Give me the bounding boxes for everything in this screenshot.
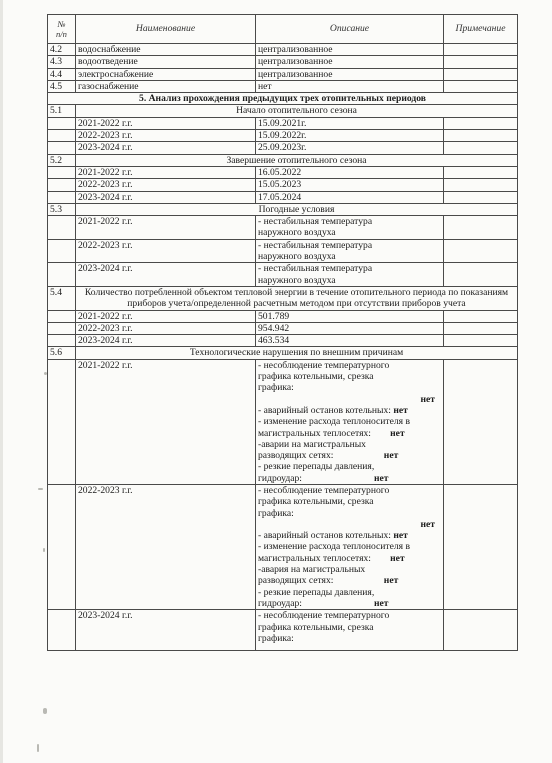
answer-no: нет xyxy=(420,393,435,405)
subsection-row xyxy=(48,347,518,359)
header-note: Примечание xyxy=(444,15,518,44)
violation-line: - аварийный останов котельных: xyxy=(258,530,391,542)
table-row xyxy=(48,68,518,80)
violation-line: графика котельными, срезка xyxy=(258,371,374,383)
table-row xyxy=(48,142,518,154)
row-name: газоснабжение xyxy=(76,80,256,92)
period-value: 463.534 xyxy=(256,335,444,347)
subsection-title: Погодные условия xyxy=(76,203,518,215)
answer-no: нет xyxy=(390,552,405,564)
violation-line: гидроудар: xyxy=(258,472,302,484)
row-name: электроснабжение xyxy=(76,68,256,80)
table-header xyxy=(48,15,518,44)
subsection-num: 5.1 xyxy=(48,105,76,117)
violation-line: графика котельными, срезка xyxy=(258,496,374,508)
scan-mark xyxy=(43,548,45,552)
weather-line: наружного воздуха xyxy=(258,274,336,286)
table-row xyxy=(48,263,518,287)
violation-line: графика: xyxy=(258,382,294,394)
period-value: 25.09.2023г. xyxy=(256,142,444,154)
row-num: 4.3 xyxy=(48,56,76,68)
period-label: 2023-2024 г.г. xyxy=(76,191,256,203)
period-label: 2022-2023 г.г. xyxy=(76,322,256,334)
weather-line: наружного воздуха xyxy=(258,251,336,263)
table-row xyxy=(48,80,518,92)
period-value xyxy=(256,239,444,263)
subsection-num: 5.6 xyxy=(48,347,76,359)
answer-no: нет xyxy=(390,427,405,439)
violation-line: - несоблюдение температурного xyxy=(258,359,390,371)
violation-line: -авария на магистральных xyxy=(258,564,366,576)
violation-line: - аварийный останов котельных: xyxy=(258,404,391,416)
table-row xyxy=(48,166,518,178)
subsection-row xyxy=(48,286,518,310)
period-label: 2022-2023 г.г. xyxy=(76,239,256,263)
table-row xyxy=(48,179,518,191)
violations-cell xyxy=(256,359,444,484)
violation-line: графика: xyxy=(258,507,294,519)
scan-mark xyxy=(43,708,47,714)
period-label: 2023-2024 г.г. xyxy=(76,610,256,651)
violations-cell xyxy=(256,610,444,651)
scan-mark xyxy=(38,488,43,490)
period-value xyxy=(256,263,444,287)
violation-line: - изменение расхода теплоносителя в xyxy=(258,416,411,428)
row-note xyxy=(444,68,518,80)
period-label: 2021-2022 г.г. xyxy=(76,310,256,322)
scan-mark xyxy=(37,744,39,752)
violation-line: магистральных теплосетях: xyxy=(258,552,371,564)
section-heading-row xyxy=(48,93,518,105)
violation-line: - несоблюдение температурного xyxy=(258,610,390,622)
violation-line: графика котельными, срезка xyxy=(258,621,374,633)
subsection-title: Технологические нарушения по внешним причинам xyxy=(76,347,518,359)
row-note xyxy=(444,56,518,68)
period-label: 2022-2023 г.г. xyxy=(76,179,256,191)
answer-no: нет xyxy=(373,472,389,484)
page-edge xyxy=(0,0,3,763)
violation-line: гидроудар: xyxy=(258,597,302,609)
answer-no: нет xyxy=(393,404,408,416)
table-row xyxy=(48,191,518,203)
answer-no: нет xyxy=(383,575,399,587)
period-label: 2022-2023 г.г. xyxy=(76,130,256,142)
subsection-num: 5.4 xyxy=(48,286,76,310)
period-value: 15.09.2021г. xyxy=(256,117,444,129)
violation-line: - несоблюдение температурного xyxy=(258,484,390,496)
period-label: 2021-2022 г.г. xyxy=(76,166,256,178)
period-value xyxy=(256,216,444,240)
table-row xyxy=(48,216,518,240)
violation-line: разводящих сетях: xyxy=(258,575,334,587)
period-value: 17.05.2024 xyxy=(256,191,444,203)
table-row xyxy=(48,322,518,334)
period-label: 2021-2022 г.г. xyxy=(76,216,256,240)
row-note xyxy=(444,44,518,56)
table-row xyxy=(48,56,518,68)
weather-line: - нестабильная температура xyxy=(258,216,373,228)
document-table xyxy=(47,14,518,651)
row-name: водоотведение xyxy=(76,56,256,68)
period-label: 2023-2024 г.г. xyxy=(76,335,256,347)
subsection-title: Начало отопительного сезона xyxy=(76,105,518,117)
answer-no: нет xyxy=(420,518,435,530)
violation-line: - резкие перепады давления, xyxy=(258,586,375,598)
table-row xyxy=(48,310,518,322)
row-num: 4.2 xyxy=(48,44,76,56)
weather-line: - нестабильная температура xyxy=(258,239,373,251)
violation-line: -аварии на магистральных xyxy=(258,438,366,450)
violation-line: - резкие перепады давления, xyxy=(258,461,375,473)
table-row xyxy=(48,130,518,142)
period-label: 2021-2022 г.г. xyxy=(76,359,256,484)
header-name: Наименование xyxy=(76,15,256,44)
table-row xyxy=(48,239,518,263)
weather-line: - нестабильная температура xyxy=(258,263,373,275)
subsection-title: Завершение отопительного сезона xyxy=(76,154,518,166)
period-value: 16.05.2022 xyxy=(256,166,444,178)
period-value: 15.05.2023 xyxy=(256,179,444,191)
period-label: 2023-2024 г.г. xyxy=(76,142,256,154)
violation-line: магистральных теплосетях: xyxy=(258,427,371,439)
row-num: 4.5 xyxy=(48,80,76,92)
violation-line: графика: xyxy=(258,632,294,644)
subsection-row xyxy=(48,105,518,117)
row-desc: централизованное xyxy=(256,68,444,80)
row-name: водоснабжение xyxy=(76,44,256,56)
table-row xyxy=(48,44,518,56)
period-label: 2022-2023 г.г. xyxy=(76,484,256,609)
violation-line: - изменение расхода теплоносителя в xyxy=(258,541,411,553)
subsection-num: 5.2 xyxy=(48,154,76,166)
answer-no: нет xyxy=(393,530,408,542)
table-row xyxy=(48,335,518,347)
row-desc: централизованное xyxy=(256,56,444,68)
section-title: 5. Анализ прохождения предыдущих трех отопительных периодов xyxy=(48,93,518,105)
subsection-row xyxy=(48,203,518,215)
period-label: 2023-2024 г.г. xyxy=(76,263,256,287)
table-row xyxy=(48,610,518,651)
row-note xyxy=(444,80,518,92)
row-num: 4.4 xyxy=(48,68,76,80)
period-label: 2021-2022 г.г. xyxy=(76,117,256,129)
subsection-title: Количество потребленной объектом тепловой энергии в течение отопительного периода по показаниям приборов учета/определенной расчетным методом при отсутствии приборов учета xyxy=(76,286,518,310)
header-num: № п/п xyxy=(48,15,76,44)
violations-cell xyxy=(256,484,444,609)
row-desc: нет xyxy=(256,80,444,92)
subsection-num: 5.3 xyxy=(48,203,76,215)
weather-line: наружного воздуха xyxy=(258,227,336,239)
violation-line: разводящих сетях: xyxy=(258,450,334,462)
period-value: 15.09.2022г. xyxy=(256,130,444,142)
table-row xyxy=(48,359,518,484)
header-desc: Описание xyxy=(256,15,444,44)
answer-no: нет xyxy=(383,450,399,462)
period-value: 501.789 xyxy=(256,310,444,322)
table-row xyxy=(48,117,518,129)
table-row xyxy=(48,484,518,609)
subsection-row xyxy=(48,154,518,166)
answer-no: нет xyxy=(373,597,389,609)
period-value: 954.942 xyxy=(256,322,444,334)
row-desc: централизованное xyxy=(256,44,444,56)
